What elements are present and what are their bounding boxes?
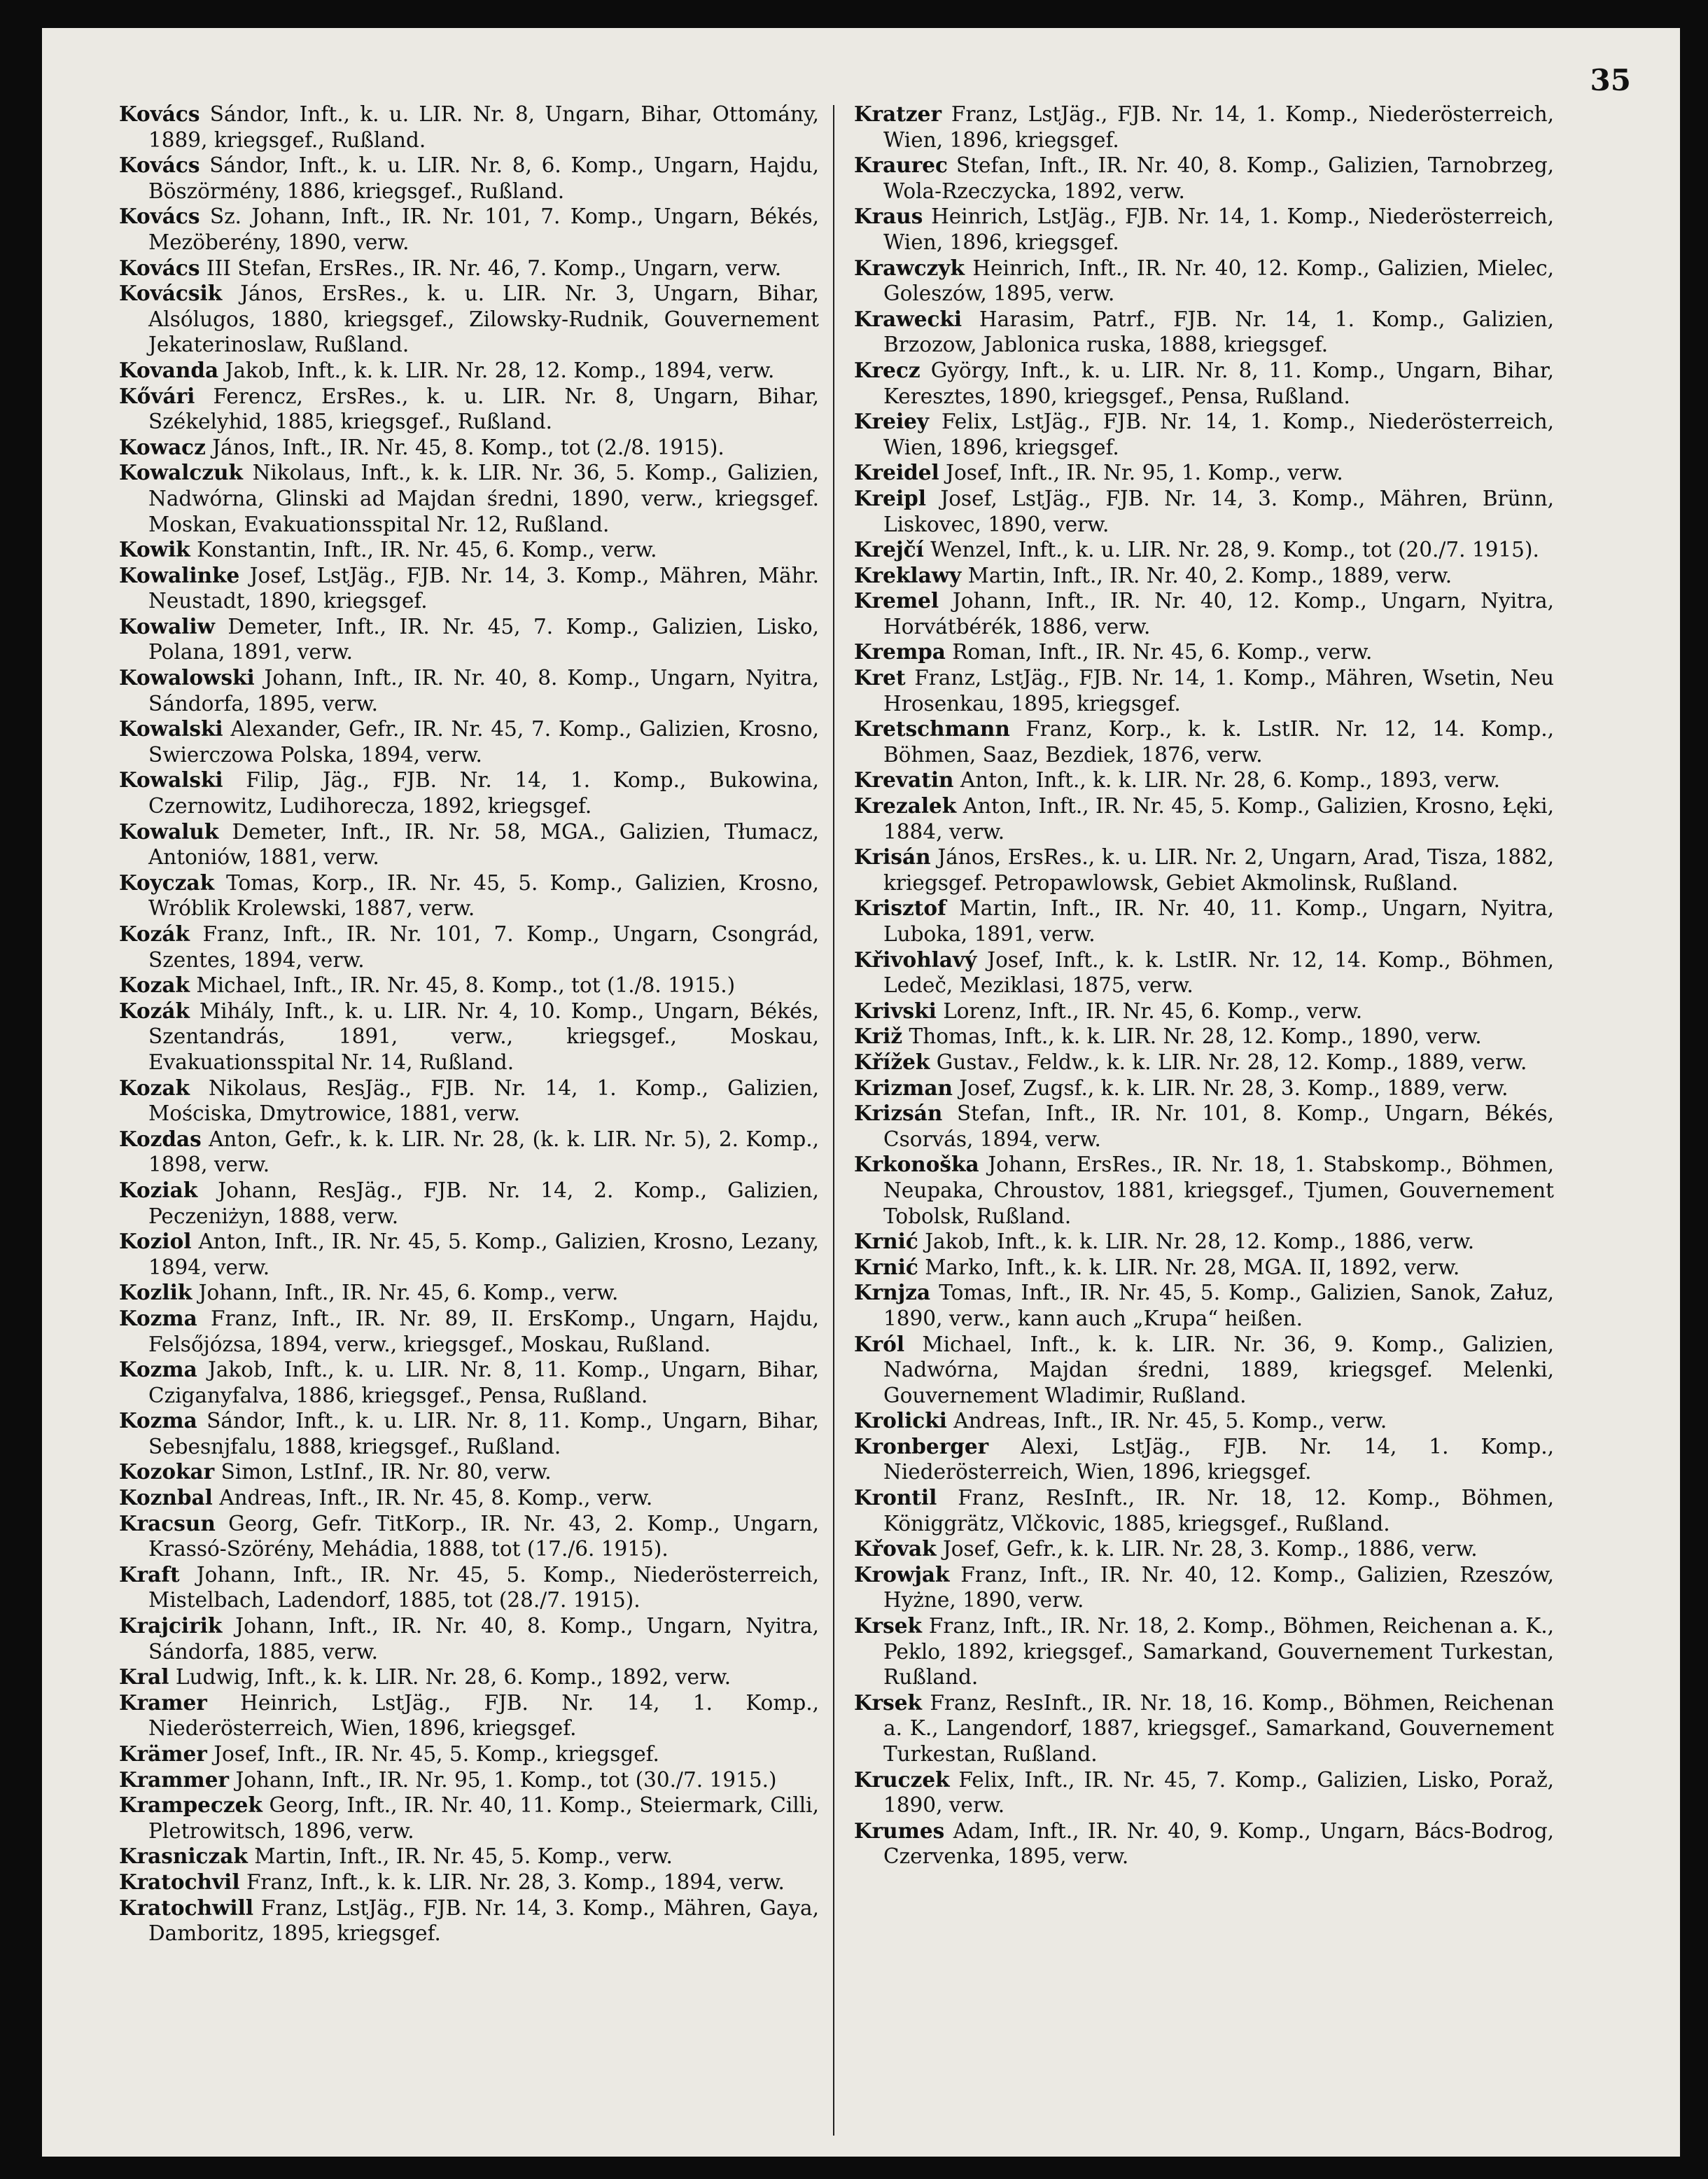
entry-details: Simon, LstInf., IR. Nr. 80, verw. bbox=[220, 1460, 552, 1484]
entry-details: Johann, ResJäg., FJB. Nr. 14, 2. Komp., Galizien, Peczeniżyn, 1888, verw. bbox=[148, 1178, 819, 1228]
entry-surname: Křížek bbox=[854, 1049, 930, 1074]
entry-details: Josef, LstJäg., FJB. Nr. 14, 3. Komp., Mähren, Mähr. Neustadt, 1890, kriegsgef. bbox=[148, 563, 819, 613]
list-entry bbox=[854, 460, 1554, 486]
entry-details: Felix, LstJäg., FJB. Nr. 14, 1. Komp., Niederösterreich, Wien, 1896, kriegsgef. bbox=[883, 410, 1554, 459]
list-entry bbox=[119, 102, 819, 153]
list-entry bbox=[119, 1741, 819, 1767]
entry-details: Franz, ResInft., IR. Nr. 18, 16. Komp., Böhmen, Reichenan a. K., Langendorf, 1887, kriegsgef., Samarkand, Gouvernement Turkestan, Rußland. bbox=[883, 1690, 1554, 1766]
entry-details: Franz, Inft., IR. Nr. 18, 2. Komp., Böhmen, Reichenan a. K., Peklo, 1892, kriegsgef., Samarkand, Gouvernement Turkestan, Rußland. bbox=[883, 1614, 1554, 1690]
entry-details: Andreas, Inft., IR. Nr. 45, 5. Komp., verw. bbox=[953, 1409, 1387, 1433]
entry-details: György, Inft., k. u. LIR. Nr. 8, 11. Komp., Ungarn, Bihar, Keresztes, 1890, kriegsgef., Pensa, Rußland. bbox=[883, 358, 1554, 408]
entry-details: Franz, Inft., IR. Nr. 89, II. ErsKomp., Ungarn, Hajdu, Felsőjózsa, 1894, verw., kriegsgef., Moskau, Rußland. bbox=[148, 1306, 819, 1356]
entry-details: Lorenz, Inft., IR. Nr. 45, 6. Komp., verw. bbox=[943, 998, 1363, 1023]
entry-surname: Kowalinke bbox=[119, 562, 240, 587]
list-entry bbox=[854, 563, 1554, 589]
entry-surname: Krecz bbox=[854, 357, 920, 382]
right-column bbox=[854, 102, 1554, 1870]
entry-details: Sándor, Inft., k. u. LIR. Nr. 8, 11. Komp., Ungarn, Bihar, Sebesnjfalu, 1888, kriegsgef., Rußland. bbox=[148, 1409, 819, 1459]
entry-surname: Kozokar bbox=[119, 1459, 215, 1484]
entry-surname: Krawczyk bbox=[854, 255, 965, 280]
entry-details: Franz, LstJäg., FJB. Nr. 14, 1. Komp., Niederösterreich, Wien, 1896, kriegsgef. bbox=[883, 102, 1554, 152]
entry-surname: Kreklawy bbox=[854, 562, 962, 587]
entry-details: Harasim, Patrf., FJB. Nr. 14, 1. Komp., Galizien, Brzozow, Jablonica ruska, 1888, kriegsgef. bbox=[883, 307, 1555, 357]
list-entry bbox=[854, 1024, 1554, 1050]
list-entry bbox=[854, 665, 1554, 716]
entry-details: Johann, Inft., IR. Nr. 45, 6. Komp., verw. bbox=[198, 1281, 619, 1305]
list-entry bbox=[854, 256, 1554, 307]
entry-details: Franz, ResInft., IR. Nr. 18, 12. Komp., Böhmen, Königgrätz, Vlčkovic, 1885, kriegsgef., Rußland. bbox=[883, 1486, 1554, 1536]
entry-details: Franz, LstJäg., FJB. Nr. 14, 3. Komp., Mähren, Gaya, Damboritz, 1895, kriegsgef. bbox=[148, 1895, 819, 1946]
list-entry bbox=[854, 1536, 1554, 1562]
entry-surname: Kowaliw bbox=[119, 613, 215, 639]
entry-details: Wenzel, Inft., k. u. LIR. Nr. 28, 9. Komp., tot (20./7. 1915). bbox=[930, 538, 1539, 562]
entry-details: Heinrich, LstJäg., FJB. Nr. 14, 1. Komp., Niederösterreich, Wien, 1896, kriegsgef. bbox=[883, 204, 1555, 254]
entry-surname: Krkonoška bbox=[854, 1152, 979, 1177]
entry-surname: Kovács bbox=[119, 153, 200, 178]
entry-surname: Krumes bbox=[854, 1818, 945, 1843]
entry-surname: Kovács bbox=[119, 255, 200, 280]
entry-details: Alexander, Gefr., IR. Nr. 45, 7. Komp., Galizien, Krosno, Swierczowa Polska, 1894, verw. bbox=[148, 717, 819, 767]
entry-surname: Kraus bbox=[854, 204, 923, 229]
list-entry bbox=[119, 1895, 819, 1947]
list-entry bbox=[854, 537, 1554, 563]
entry-details: Andreas, Inft., IR. Nr. 45, 8. Komp., verw. bbox=[219, 1486, 653, 1510]
list-entry bbox=[119, 460, 819, 537]
list-entry bbox=[854, 767, 1554, 793]
entry-surname: Krammer bbox=[119, 1767, 230, 1792]
list-entry bbox=[854, 1485, 1554, 1536]
list-entry bbox=[854, 844, 1554, 896]
entry-surname: Koznbal bbox=[119, 1485, 213, 1510]
entry-surname: Kraurec bbox=[854, 153, 948, 178]
entry-details: Franz, Inft., IR. Nr. 101, 7. Komp., Ungarn, Csongrád, Szentes, 1894, verw. bbox=[148, 922, 819, 972]
list-entry bbox=[119, 435, 819, 461]
list-entry bbox=[119, 1408, 819, 1459]
column-divider bbox=[833, 105, 834, 2136]
entry-surname: Krontil bbox=[854, 1485, 937, 1510]
list-entry bbox=[119, 358, 819, 384]
entry-details: Jakob, Inft., k. u. LIR. Nr. 8, 11. Komp., Ungarn, Bihar, Cziganyfalva, 1886, kriegsgef., Pensa, Rußland. bbox=[148, 1358, 819, 1407]
entry-surname: Kovács bbox=[119, 204, 200, 229]
entry-surname: Kowalowski bbox=[119, 665, 255, 690]
list-entry bbox=[854, 409, 1554, 460]
list-entry bbox=[854, 1408, 1554, 1434]
entry-details: Georg, Inft., IR. Nr. 40, 11. Komp., Steiermark, Cilli, Pletrowitsch, 1896, verw. bbox=[148, 1793, 819, 1843]
entry-details: Josef, Gefr., k. k. LIR. Nr. 28, 3. Komp., 1886, verw. bbox=[942, 1537, 1478, 1561]
list-entry bbox=[854, 1613, 1554, 1690]
entry-details: Johann, Inft., IR. Nr. 45, 5. Komp., Niederösterreich, Mistelbach, Ladendorf, 1885, tot (28./7. 1915). bbox=[148, 1562, 819, 1613]
list-entry bbox=[119, 256, 819, 281]
list-entry bbox=[854, 307, 1554, 358]
entry-surname: Kruczek bbox=[854, 1767, 950, 1792]
list-entry bbox=[119, 716, 819, 767]
entry-surname: Krolicki bbox=[854, 1408, 947, 1433]
list-entry bbox=[119, 870, 819, 921]
entry-surname: Kreidel bbox=[854, 460, 939, 485]
entry-details: Adam, Inft., IR. Nr. 40, 9. Komp., Ungarn, Bács-Bodrog, Czervenka, 1895, verw. bbox=[883, 1818, 1554, 1869]
entry-details: Gustav., Feldw., k. k. LIR. Nr. 28, 12. Komp., 1889, verw. bbox=[936, 1050, 1527, 1074]
list-entry bbox=[119, 1664, 819, 1690]
list-entry bbox=[854, 1280, 1554, 1331]
list-entry bbox=[854, 998, 1554, 1024]
entry-surname: Kratochwill bbox=[119, 1895, 254, 1920]
entry-surname: Król bbox=[854, 1331, 905, 1356]
list-entry bbox=[119, 614, 819, 665]
list-entry bbox=[119, 1280, 819, 1306]
list-entry bbox=[854, 1562, 1554, 1613]
entry-surname: Kozák bbox=[119, 921, 190, 946]
entry-surname: Krsek bbox=[854, 1690, 922, 1715]
entry-details: Ferencz, ErsRes., k. u. LIR. Nr. 8, Ungarn, Bihar, Székelyhid, 1885, kriegsgef., Rußland. bbox=[148, 384, 819, 434]
list-entry bbox=[119, 384, 819, 435]
entry-details: Franz, LstJäg., FJB. Nr. 14, 1. Komp., Mähren, Wsetin, Neu Hrosenkau, 1895, kriegsgef. bbox=[883, 666, 1554, 716]
list-entry bbox=[854, 639, 1554, 665]
list-entry bbox=[119, 921, 819, 973]
entry-surname: Kowik bbox=[119, 537, 190, 562]
list-entry bbox=[854, 102, 1554, 153]
entry-details: Josef, Inft., k. k. LstIR. Nr. 12, 14. Komp., Böhmen, Ledeč, Meziklasi, 1875, verw. bbox=[883, 947, 1554, 998]
entry-details: Mihály, Inft., k. u. LIR. Nr. 4, 10. Komp., Ungarn, Békés, Szentandrás, 1891, verw., kriegsgef., Moskau, Evakuationsspital Nr. 14, Rußland. bbox=[148, 998, 819, 1074]
list-entry bbox=[119, 563, 819, 614]
entry-surname: Krisztof bbox=[854, 896, 946, 921]
list-entry bbox=[854, 1332, 1554, 1409]
entry-details: Franz, Inft., IR. Nr. 40, 12. Komp., Galizien, Rzeszów, Hyżne, 1890, verw. bbox=[883, 1562, 1554, 1613]
entry-details: Martin, Inft., IR. Nr. 40, 11. Komp., Ungarn, Nyitra, Luboka, 1891, verw. bbox=[883, 896, 1554, 946]
entry-surname: Krezalek bbox=[854, 793, 957, 819]
entry-details: Sándor, Inft., k. u. LIR. Nr. 8, Ungarn, Bihar, Ottomány, 1889, kriegsgef., Rußland. bbox=[148, 102, 819, 152]
list-entry bbox=[119, 153, 819, 204]
entry-surname: Kozlik bbox=[119, 1280, 192, 1305]
entry-details: Anton, Inft., IR. Nr. 45, 5. Komp., Galizien, Krosno, Lezany, 1894, verw. bbox=[148, 1230, 819, 1279]
list-entry bbox=[854, 1434, 1554, 1485]
entry-details: János, ErsRes., k. u. LIR. Nr. 3, Ungarn, Bihar, Alsólugos, 1880, kriegsgef., Zilowsky-Rudnik, Gouvernement Jekaterinoslaw, Rußland. bbox=[148, 281, 819, 357]
list-entry bbox=[119, 1485, 819, 1511]
entry-surname: Kovácsik bbox=[119, 281, 223, 306]
list-entry bbox=[119, 1357, 819, 1408]
entry-surname: Križ bbox=[854, 1024, 903, 1049]
entry-surname: Kozak bbox=[119, 1075, 190, 1100]
entry-surname: Kremel bbox=[854, 588, 939, 613]
entry-details: Roman, Inft., IR. Nr. 45, 6. Komp., verw. bbox=[952, 640, 1373, 664]
entry-details: Tomas, Korp., IR. Nr. 45, 5. Komp., Galizien, Krosno, Wróblik Krolewski, 1887, verw. bbox=[148, 870, 819, 921]
list-entry bbox=[854, 486, 1554, 537]
entry-details: III Stefan, ErsRes., IR. Nr. 46, 7. Komp., Ungarn, verw. bbox=[206, 256, 782, 280]
entry-surname: Kret bbox=[854, 665, 906, 690]
entry-details: Konstantin, Inft., IR. Nr. 45, 6. Komp., verw. bbox=[197, 538, 657, 562]
entry-details: János, Inft., IR. Nr. 45, 8. Komp., tot (2./8. 1915). bbox=[212, 435, 724, 459]
entry-surname: Krnić bbox=[854, 1229, 918, 1254]
list-entry bbox=[119, 1229, 819, 1280]
list-entry bbox=[854, 1075, 1554, 1101]
entry-details: Heinrich, LstJäg., FJB. Nr. 14, 1. Komp., Niederösterreich, Wien, 1896, kriegsgef. bbox=[148, 1690, 819, 1741]
entry-details: Anton, Inft., k. k. LIR. Nr. 28, 6. Komp., 1893, verw. bbox=[960, 768, 1501, 793]
entry-surname: Kretschmann bbox=[854, 716, 1010, 742]
entry-surname: Krizsán bbox=[854, 1101, 943, 1126]
entry-surname: Kozma bbox=[119, 1305, 197, 1330]
entry-details: Josef, Inft., IR. Nr. 45, 5. Komp., kriegsgef. bbox=[214, 1742, 659, 1766]
entry-details: Martin, Inft., IR. Nr. 45, 5. Komp., verw. bbox=[254, 1844, 673, 1869]
list-entry bbox=[119, 1127, 819, 1178]
entry-surname: Kozák bbox=[119, 998, 190, 1023]
list-entry bbox=[854, 204, 1554, 255]
entry-surname: Křovak bbox=[854, 1536, 937, 1561]
entry-surname: Kozma bbox=[119, 1408, 197, 1433]
entry-details: Demeter, Inft., IR. Nr. 58, MGA., Galizien, Tłumacz, Antoniów, 1881, verw. bbox=[148, 819, 819, 870]
entry-surname: Kővári bbox=[119, 383, 195, 408]
entry-details: Stefan, Inft., IR. Nr. 40, 8. Komp., Galizien, Tarnobrzeg, Wola-Rzeczycka, 1892, verw. bbox=[883, 153, 1554, 203]
entry-surname: Koziak bbox=[119, 1177, 198, 1202]
document-page bbox=[42, 28, 1680, 2157]
list-entry bbox=[119, 204, 819, 255]
entry-surname: Kowalski bbox=[119, 767, 223, 793]
entry-details: Stefan, Inft., IR. Nr. 101, 8. Komp., Ungarn, Békés, Csorvás, 1894, verw. bbox=[883, 1101, 1554, 1151]
list-entry bbox=[854, 1690, 1554, 1767]
entry-surname: Kraft bbox=[119, 1561, 180, 1587]
entry-details: Anton, Gefr., k. k. LIR. Nr. 28, (k. k. LIR. Nr. 5), 2. Komp., 1898, verw. bbox=[148, 1127, 819, 1177]
entry-surname: Kratzer bbox=[854, 102, 941, 126]
list-entry bbox=[119, 819, 819, 870]
entry-details: Michael, Inft., k. k. LIR. Nr. 36, 9. Komp., Galizien, Nadwórna, Majdan średni, 1889, kriegsgef. Melenki, Gouvernement Wladimir, Rußland. bbox=[883, 1332, 1554, 1407]
entry-details: Johann, Inft., IR. Nr. 40, 12. Komp., Ungarn, Nyitra, Horvátbérék, 1886, verw. bbox=[883, 589, 1554, 639]
entry-details: János, ErsRes., k. u. LIR. Nr. 2, Ungarn, Arad, Tisza, 1882, kriegsgef. Petropawlowsk, Gebiet Akmolinsk, Rußland. bbox=[883, 845, 1554, 895]
entry-surname: Kracsun bbox=[119, 1510, 216, 1536]
entry-surname: Koziol bbox=[119, 1229, 192, 1254]
entry-details: Josef, Inft., IR. Nr. 95, 1. Komp., verw. bbox=[946, 461, 1343, 485]
entry-surname: Kreipl bbox=[854, 485, 926, 510]
entry-surname: Kovanda bbox=[119, 357, 219, 382]
list-entry bbox=[854, 793, 1554, 844]
list-entry bbox=[854, 1255, 1554, 1281]
entry-details: Martin, Inft., IR. Nr. 40, 2. Komp., 1889, verw. bbox=[967, 563, 1452, 587]
entry-surname: Kowacz bbox=[119, 434, 206, 459]
list-entry bbox=[119, 998, 819, 1075]
entry-surname: Kowalczuk bbox=[119, 460, 243, 485]
entry-details: Johann, Inft., IR. Nr. 95, 1. Komp., tot (30./7. 1915.) bbox=[235, 1767, 777, 1792]
entry-details: Marko, Inft., k. k. LIR. Nr. 28, MGA. II, 1892, verw. bbox=[925, 1255, 1460, 1279]
entry-details: Thomas, Inft., k. k. LIR. Nr. 28, 12. Komp., 1890, verw. bbox=[909, 1024, 1482, 1049]
entry-details: Jakob, Inft., k. k. LIR. Nr. 28, 12. Komp., 1894, verw. bbox=[225, 358, 775, 382]
entry-surname: Kowaluk bbox=[119, 819, 219, 844]
entry-surname: Krejčí bbox=[854, 537, 924, 562]
list-entry bbox=[119, 1075, 819, 1127]
entry-surname: Kozdas bbox=[119, 1126, 202, 1151]
entry-details: Alexi, LstJäg., FJB. Nr. 14, 1. Komp., Niederösterreich, Wien, 1896, kriegsgef. bbox=[883, 1434, 1554, 1484]
entry-details: Sz. Johann, Inft., IR. Nr. 101, 7. Komp., Ungarn, Békés, Mezöberény, 1890, verw. bbox=[148, 204, 819, 254]
entry-details: Heinrich, Inft., IR. Nr. 40, 12. Komp., Galizien, Mielec, Goleszów, 1895, verw. bbox=[883, 256, 1554, 306]
list-entry bbox=[119, 1844, 819, 1870]
entry-surname: Kovács bbox=[119, 102, 200, 126]
list-entry bbox=[854, 588, 1554, 639]
entry-surname: Křivohlavý bbox=[854, 947, 977, 972]
entry-surname: Krizman bbox=[854, 1075, 953, 1100]
list-entry bbox=[119, 1511, 819, 1562]
entry-details: Tomas, Inft., IR. Nr. 45, 5. Komp., Galizien, Sanok, Załuz, 1890, verw., kann auch „Krupa“ heißen. bbox=[883, 1281, 1554, 1330]
list-entry bbox=[854, 896, 1554, 947]
list-entry bbox=[119, 1178, 819, 1229]
entry-surname: Koyczak bbox=[119, 870, 215, 895]
list-entry bbox=[854, 1101, 1554, 1152]
entry-surname: Krivski bbox=[854, 998, 937, 1023]
entry-surname: Krajcirik bbox=[119, 1613, 223, 1638]
list-entry bbox=[119, 767, 819, 819]
entry-surname: Krampeczek bbox=[119, 1792, 262, 1818]
list-entry bbox=[854, 947, 1554, 998]
entry-details: Georg, Gefr. TitKorp., IR. Nr. 43, 2. Komp., Ungarn, Krassó-Szörény, Mehádia, 1888, tot (17./6. 1915). bbox=[148, 1511, 819, 1561]
list-entry bbox=[854, 153, 1554, 204]
list-entry bbox=[119, 1792, 819, 1844]
list-entry bbox=[854, 716, 1554, 767]
left-column bbox=[119, 102, 819, 1947]
entry-details: Filip, Jäg., FJB. Nr. 14, 1. Komp., Bukowina, Czernowitz, Ludihorecza, 1892, kriegsgef. bbox=[148, 768, 819, 819]
list-entry bbox=[854, 1229, 1554, 1255]
entry-details: Michael, Inft., IR. Nr. 45, 8. Komp., tot (1./8. 1915.) bbox=[196, 973, 736, 998]
entry-details: Josef, LstJäg., FJB. Nr. 14, 3. Komp., Mähren, Brünn, Liskovec, 1890, verw. bbox=[883, 486, 1554, 536]
list-entry bbox=[854, 1152, 1554, 1229]
entry-details: Nikolaus, Inft., k. k. LIR. Nr. 36, 5. Komp., Galizien, Nadwórna, Glinski ad Majdan średni, 1890, verw., kriegsgef. Moskan, Evakuationsspital Nr. 12, Rußland. bbox=[148, 461, 819, 536]
entry-surname: Krsek bbox=[854, 1613, 922, 1638]
list-entry bbox=[119, 281, 819, 358]
entry-surname: Krawecki bbox=[854, 306, 962, 331]
list-entry bbox=[854, 358, 1554, 409]
entry-details: Johann, Inft., IR. Nr. 40, 8. Komp., Ungarn, Nyitra, Sándorfa, 1895, verw. bbox=[148, 666, 819, 716]
list-entry bbox=[119, 1306, 819, 1357]
entry-surname: Krevatin bbox=[854, 767, 954, 793]
list-entry bbox=[854, 1818, 1554, 1870]
entry-details: Johann, ErsRes., IR. Nr. 18, 1. Stabskomp., Böhmen, Neupaka, Chroustov, 1881, kriegsgef., Tjumen, Gouvernement Tobolsk, Rußland. bbox=[883, 1153, 1554, 1228]
entry-details: Anton, Inft., IR. Nr. 45, 5. Komp., Galizien, Krosno, Łęki, 1884, verw. bbox=[883, 794, 1554, 844]
entry-details: Jakob, Inft., k. k. LIR. Nr. 28, 12. Komp., 1886, verw. bbox=[925, 1230, 1475, 1254]
list-entry bbox=[119, 1690, 819, 1741]
list-entry bbox=[119, 537, 819, 563]
entry-details: Ludwig, Inft., k. k. LIR. Nr. 28, 6. Komp., 1892, verw. bbox=[175, 1665, 732, 1690]
entry-surname: Krämer bbox=[119, 1741, 207, 1766]
list-entry bbox=[119, 665, 819, 716]
entry-surname: Kratochvil bbox=[119, 1869, 240, 1894]
entry-surname: Krnić bbox=[854, 1254, 918, 1279]
list-entry bbox=[119, 1562, 819, 1613]
list-entry bbox=[119, 1870, 819, 1895]
entry-details: Sándor, Inft., k. u. LIR. Nr. 8, 6. Komp., Ungarn, Hajdu, Böszörmény, 1886, kriegsgef., Rußland. bbox=[148, 153, 819, 203]
entry-surname: Kral bbox=[119, 1664, 169, 1690]
entry-details: Felix, Inft., IR. Nr. 45, 7. Komp., Galizien, Lisko, Poraž, 1890, verw. bbox=[883, 1767, 1554, 1818]
list-entry bbox=[854, 1767, 1554, 1818]
list-entry bbox=[119, 973, 819, 998]
entry-surname: Krasniczak bbox=[119, 1844, 248, 1869]
entry-details: Franz, Inft., k. k. LIR. Nr. 28, 3. Komp., 1894, verw. bbox=[246, 1870, 785, 1894]
entry-details: Demeter, Inft., IR. Nr. 45, 7. Komp., Galizien, Lisko, Polana, 1891, verw. bbox=[148, 614, 819, 664]
list-entry bbox=[119, 1613, 819, 1664]
entry-details: Johann, Inft., IR. Nr. 40, 8. Komp., Ungarn, Nyitra, Sándorfa, 1885, verw. bbox=[148, 1614, 819, 1664]
list-entry bbox=[854, 1050, 1554, 1075]
entry-details: Nikolaus, ResJäg., FJB. Nr. 14, 1. Komp., Galizien, Mościska, Dmytrowice, 1881, verw. bbox=[148, 1075, 819, 1126]
entry-surname: Krowjak bbox=[854, 1561, 950, 1587]
entry-surname: Kowalski bbox=[119, 716, 223, 742]
entry-surname: Krisán bbox=[854, 844, 931, 870]
entry-surname: Kronberger bbox=[854, 1433, 989, 1459]
entry-surname: Krempa bbox=[854, 639, 946, 664]
list-entry bbox=[119, 1767, 819, 1793]
entry-details: Franz, Korp., k. k. LstIR. Nr. 12, 14. Komp., Böhmen, Saaz, Bezdiek, 1876, verw. bbox=[883, 717, 1554, 767]
entry-surname: Kramer bbox=[119, 1690, 207, 1715]
entry-surname: Kozma bbox=[119, 1357, 197, 1382]
entry-surname: Krnjza bbox=[854, 1280, 931, 1305]
page-number: 35 bbox=[1590, 63, 1631, 97]
entry-surname: Kozak bbox=[119, 973, 190, 998]
entry-details: Josef, Zugsf., k. k. LIR. Nr. 28, 3. Komp., 1889, verw. bbox=[959, 1075, 1508, 1100]
entry-surname: Kreiey bbox=[854, 409, 930, 434]
list-entry bbox=[119, 1459, 819, 1485]
